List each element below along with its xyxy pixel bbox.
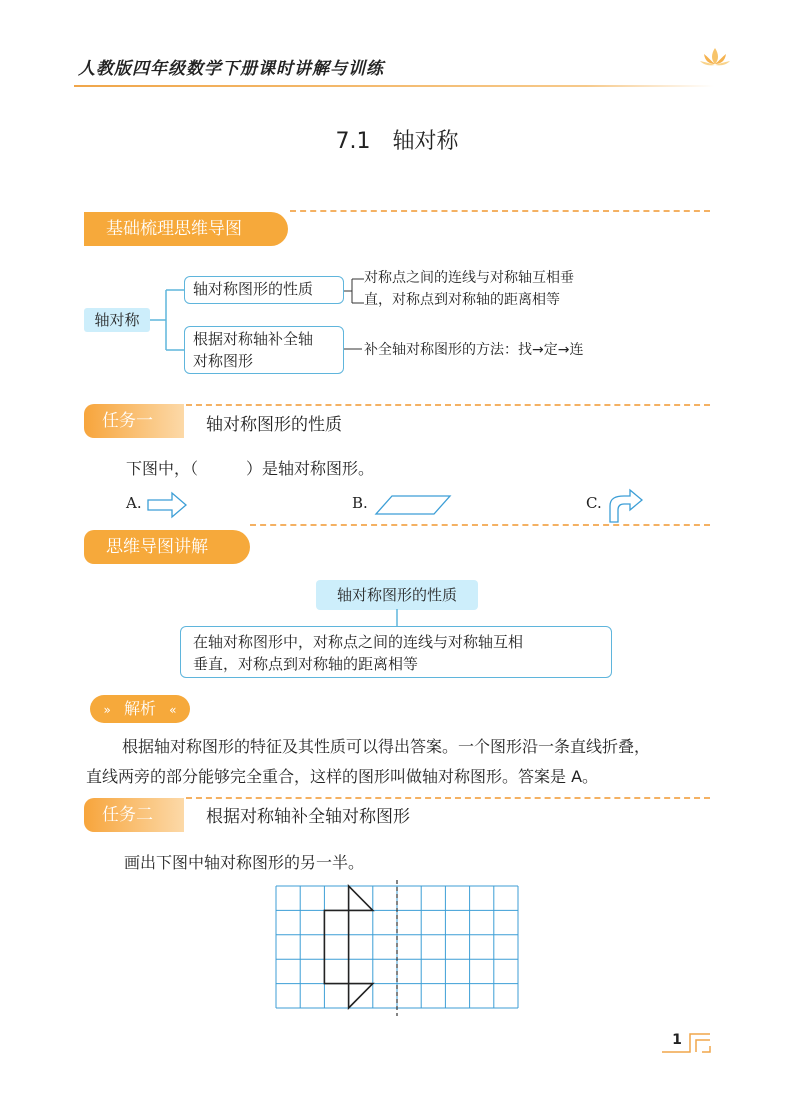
line-connector [344, 344, 364, 354]
node-label-line2: 对称图形 [193, 352, 254, 370]
task-tab-2: 任务二 [84, 798, 184, 832]
page-title: 7.1 轴对称 [335, 129, 459, 154]
dashed-divider [250, 524, 710, 526]
option-a-label: A. [126, 494, 142, 512]
parallelogram-icon [374, 494, 452, 516]
chevron-right-icon: » [103, 703, 111, 717]
explain-box [180, 626, 612, 678]
task2-instruction: 画出下图中轴对称图形的另一半。 [124, 853, 365, 872]
book-title: 人教版四年级数学下册课时讲解与训练 [78, 59, 384, 79]
bent-arrow-icon [606, 488, 646, 524]
mindmap-node-property: 轴对称图形的性质 [184, 276, 344, 304]
option-c-label: C. [586, 494, 602, 512]
task2-heading: 根据对称轴补全轴对称图形 [206, 807, 410, 827]
lotus-icon [698, 44, 732, 72]
page-number: 1 [672, 1032, 682, 1048]
mindmap-connector [150, 285, 186, 355]
mindmap-desc-property-2: 直，对称点到对称轴的距离相等 [364, 292, 560, 308]
mindmap-root: 轴对称 [84, 308, 150, 332]
task1-heading: 轴对称图形的性质 [206, 415, 342, 435]
brace-connector [344, 276, 366, 306]
half-figure [324, 886, 372, 1008]
drawing-grid [270, 878, 526, 1020]
mindmap-desc-property-1: 对称点之间的连线与对称轴互相垂 [364, 270, 574, 286]
analysis-label: 解析 [123, 699, 156, 718]
arrow-shape-icon [146, 490, 188, 520]
header-divider [74, 85, 714, 87]
chevron-left-icon: « [169, 703, 177, 717]
explain-box-title: 轴对称图形的性质 [316, 580, 478, 610]
analysis-line2: 直线两旁的部分能够完全重合，这样的图形叫做轴对称图形。答案是 A。 [86, 767, 599, 786]
option-b-label: B. [352, 494, 368, 512]
dashed-divider [290, 210, 710, 212]
section-tab-mindmap: 基础梳理思维导图 [84, 212, 288, 246]
task-tab-1: 任务一 [84, 404, 184, 438]
analysis-tab [90, 695, 190, 723]
explain-line2: 垂直，对称点到对称轴的距离相等 [193, 655, 419, 673]
explain-line1: 在轴对称图形中，对称点之间的连线与对称轴互相 [193, 633, 524, 651]
page-corner-ornament [660, 1030, 714, 1056]
explain-connector [394, 609, 400, 627]
dashed-divider [186, 404, 710, 406]
task1-question: 下图中，（ ）是轴对称图形。 [126, 459, 375, 478]
dashed-divider [186, 797, 710, 799]
section-tab-explain: 思维导图讲解 [84, 530, 250, 564]
mindmap-node-complete [184, 326, 344, 374]
mindmap-desc-method: 补全轴对称图形的方法：找→定→连 [364, 342, 584, 358]
analysis-line1: 根据轴对称图形的特征及其性质可以得出答案。一个图形沿一条直线折叠， [122, 737, 651, 756]
node-label-line1: 根据对称轴补全轴 [193, 330, 314, 348]
